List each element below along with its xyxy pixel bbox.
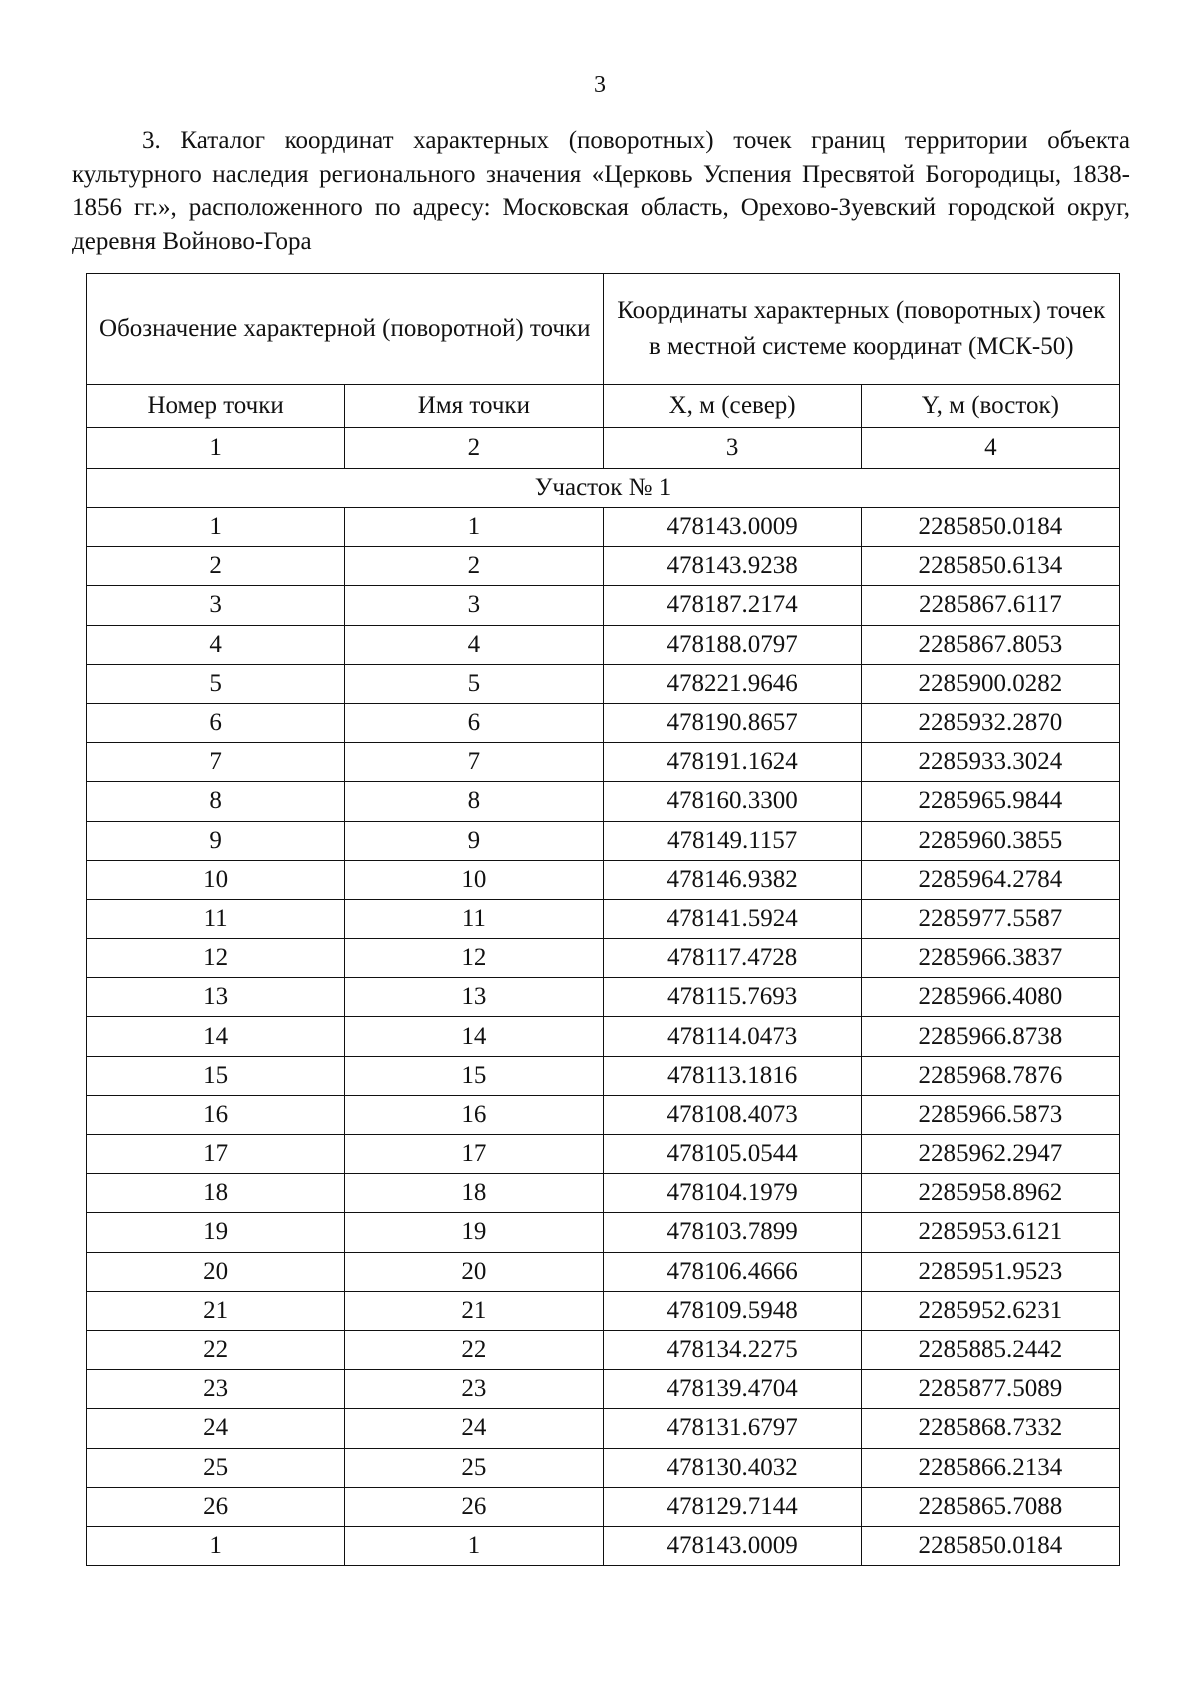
cell-x-coordinate: 478134.2275 xyxy=(603,1330,861,1369)
cell-point-name: 12 xyxy=(345,939,603,978)
table-row xyxy=(87,1213,1120,1252)
cell-x-coordinate: 478221.9646 xyxy=(603,664,861,703)
cell-x-coordinate: 478103.7899 xyxy=(603,1213,861,1252)
table-row xyxy=(87,586,1120,625)
cell-y-coordinate: 2285965.9844 xyxy=(861,782,1119,821)
cell-point-number: 22 xyxy=(87,1330,345,1369)
cell-point-number: 20 xyxy=(87,1252,345,1291)
cell-x-coordinate: 478141.5924 xyxy=(603,899,861,938)
cell-point-name: 9 xyxy=(345,821,603,860)
cell-point-name: 5 xyxy=(345,664,603,703)
cell-x-coordinate: 478143.0009 xyxy=(603,1526,861,1565)
cell-x-coordinate: 478160.3300 xyxy=(603,782,861,821)
cell-point-number: 7 xyxy=(87,743,345,782)
cell-x-coordinate: 478131.6797 xyxy=(603,1409,861,1448)
cell-point-number: 5 xyxy=(87,664,345,703)
cell-x-coordinate: 478129.7144 xyxy=(603,1487,861,1526)
table-row xyxy=(87,1291,1120,1330)
cell-y-coordinate: 2285966.4080 xyxy=(861,978,1119,1017)
cell-x-coordinate: 478149.1157 xyxy=(603,821,861,860)
cell-point-name: 6 xyxy=(345,703,603,742)
table-row xyxy=(87,821,1120,860)
cell-point-name: 13 xyxy=(345,978,603,1017)
cell-point-number: 3 xyxy=(87,586,345,625)
cell-point-name: 15 xyxy=(345,1056,603,1095)
column-number: 2 xyxy=(345,428,603,469)
cell-x-coordinate: 478146.9382 xyxy=(603,860,861,899)
cell-x-coordinate: 478117.4728 xyxy=(603,939,861,978)
cell-point-number: 4 xyxy=(87,625,345,664)
cell-point-name: 20 xyxy=(345,1252,603,1291)
cell-point-number: 11 xyxy=(87,899,345,938)
cell-point-name: 2 xyxy=(345,547,603,586)
cell-y-coordinate: 2285900.0282 xyxy=(861,664,1119,703)
table-row xyxy=(87,625,1120,664)
table-row xyxy=(87,703,1120,742)
cell-point-number: 13 xyxy=(87,978,345,1017)
cell-y-coordinate: 2285951.9523 xyxy=(861,1252,1119,1291)
cell-y-coordinate: 2285962.2947 xyxy=(861,1135,1119,1174)
cell-point-name: 24 xyxy=(345,1409,603,1448)
cell-point-number: 9 xyxy=(87,821,345,860)
catalog-table-body xyxy=(87,274,1120,1566)
cell-point-name: 4 xyxy=(345,625,603,664)
table-row xyxy=(87,1330,1120,1369)
cell-point-name: 1 xyxy=(345,508,603,547)
column-number: 4 xyxy=(861,428,1119,469)
table-row xyxy=(87,1252,1120,1291)
cell-x-coordinate: 478143.9238 xyxy=(603,547,861,586)
cell-point-number: 1 xyxy=(87,1526,345,1565)
cell-y-coordinate: 2285966.3837 xyxy=(861,939,1119,978)
cell-y-coordinate: 2285958.8962 xyxy=(861,1174,1119,1213)
cell-y-coordinate: 2285866.2134 xyxy=(861,1448,1119,1487)
cell-y-coordinate: 2285885.2442 xyxy=(861,1330,1119,1369)
table-row xyxy=(87,860,1120,899)
cell-point-name: 16 xyxy=(345,1095,603,1134)
cell-point-name: 18 xyxy=(345,1174,603,1213)
table-header-main-row xyxy=(87,274,1120,385)
cell-x-coordinate: 478104.1979 xyxy=(603,1174,861,1213)
cell-y-coordinate: 2285964.2784 xyxy=(861,860,1119,899)
table-row xyxy=(87,1135,1120,1174)
column-number: 3 xyxy=(603,428,861,469)
cell-x-coordinate: 478139.4704 xyxy=(603,1370,861,1409)
cell-point-name: 17 xyxy=(345,1135,603,1174)
table-row xyxy=(87,1017,1120,1056)
cell-point-number: 10 xyxy=(87,860,345,899)
cell-point-number: 26 xyxy=(87,1487,345,1526)
cell-y-coordinate: 2285850.0184 xyxy=(861,508,1119,547)
cell-x-coordinate: 478114.0473 xyxy=(603,1017,861,1056)
section-row xyxy=(87,469,1120,508)
table-row xyxy=(87,1370,1120,1409)
cell-point-number: 24 xyxy=(87,1409,345,1448)
table-row xyxy=(87,1409,1120,1448)
cell-x-coordinate: 478191.1624 xyxy=(603,743,861,782)
cell-point-number: 1 xyxy=(87,508,345,547)
table-row xyxy=(87,899,1120,938)
cell-y-coordinate: 2285960.3855 xyxy=(861,821,1119,860)
table-row xyxy=(87,939,1120,978)
cell-point-name: 3 xyxy=(345,586,603,625)
cell-x-coordinate: 478188.0797 xyxy=(603,625,861,664)
header-coordinates-system: Координаты характерных (поворотных) точек в местной системе координат (МСК-50) xyxy=(603,274,1120,385)
table-row xyxy=(87,782,1120,821)
table-row xyxy=(87,1174,1120,1213)
cell-point-name: 26 xyxy=(345,1487,603,1526)
cell-y-coordinate: 2285867.6117 xyxy=(861,586,1119,625)
column-header-point-number: Номер точки xyxy=(87,385,345,428)
cell-y-coordinate: 2285850.0184 xyxy=(861,1526,1119,1565)
cell-y-coordinate: 2285952.6231 xyxy=(861,1291,1119,1330)
cell-y-coordinate: 2285966.8738 xyxy=(861,1017,1119,1056)
cell-point-name: 11 xyxy=(345,899,603,938)
cell-point-name: 10 xyxy=(345,860,603,899)
cell-point-name: 22 xyxy=(345,1330,603,1369)
cell-y-coordinate: 2285867.8053 xyxy=(861,625,1119,664)
cell-point-number: 15 xyxy=(87,1056,345,1095)
column-header-y-east: Y, м (восток) xyxy=(861,385,1119,428)
cell-x-coordinate: 478187.2174 xyxy=(603,586,861,625)
cell-point-name: 25 xyxy=(345,1448,603,1487)
cell-point-number: 12 xyxy=(87,939,345,978)
cell-x-coordinate: 478143.0009 xyxy=(603,508,861,547)
table-row xyxy=(87,1056,1120,1095)
cell-point-name: 14 xyxy=(345,1017,603,1056)
coordinates-catalog-table xyxy=(86,273,1120,1566)
table-row xyxy=(87,1487,1120,1526)
header-point-designation: Обозначение характерной (поворотной) точки xyxy=(87,274,604,385)
cell-point-name: 1 xyxy=(345,1526,603,1565)
cell-y-coordinate: 2285865.7088 xyxy=(861,1487,1119,1526)
cell-x-coordinate: 478130.4032 xyxy=(603,1448,861,1487)
cell-y-coordinate: 2285933.3024 xyxy=(861,743,1119,782)
column-header-x-north: X, м (север) xyxy=(603,385,861,428)
column-number: 1 xyxy=(87,428,345,469)
cell-y-coordinate: 2285968.7876 xyxy=(861,1056,1119,1095)
cell-x-coordinate: 478106.4666 xyxy=(603,1252,861,1291)
cell-x-coordinate: 478109.5948 xyxy=(603,1291,861,1330)
table-row xyxy=(87,743,1120,782)
table-row xyxy=(87,1526,1120,1565)
cell-x-coordinate: 478113.1816 xyxy=(603,1056,861,1095)
cell-y-coordinate: 2285966.5873 xyxy=(861,1095,1119,1134)
cell-point-number: 6 xyxy=(87,703,345,742)
cell-point-number: 8 xyxy=(87,782,345,821)
cell-point-number: 14 xyxy=(87,1017,345,1056)
cell-point-number: 2 xyxy=(87,547,345,586)
cell-y-coordinate: 2285932.2870 xyxy=(861,703,1119,742)
cell-point-number: 17 xyxy=(87,1135,345,1174)
cell-point-number: 18 xyxy=(87,1174,345,1213)
cell-x-coordinate: 478105.0544 xyxy=(603,1135,861,1174)
table-row xyxy=(87,547,1120,586)
cell-point-number: 23 xyxy=(87,1370,345,1409)
page-number: 3 xyxy=(594,72,606,98)
table-row xyxy=(87,1095,1120,1134)
table-row xyxy=(87,1448,1120,1487)
catalog-heading: 3. Каталог координат характерных (поворотных) точек границ территории объекта культурного наследия регионального значения «Церковь Успения Пресвятой Богородицы, 1838-1856 гг.», расположенного по адресу: Московская область, Орехово-Зуевский городской округ, деревня Войново-Гора xyxy=(72,127,1130,255)
table-row xyxy=(87,978,1120,1017)
cell-point-name: 8 xyxy=(345,782,603,821)
cell-y-coordinate: 2285977.5587 xyxy=(861,899,1119,938)
cell-x-coordinate: 478190.8657 xyxy=(603,703,861,742)
section-label: Участок № 1 xyxy=(87,469,1120,508)
column-header-point-name: Имя точки xyxy=(345,385,603,428)
cell-y-coordinate: 2285868.7332 xyxy=(861,1409,1119,1448)
cell-point-name: 7 xyxy=(345,743,603,782)
table-row xyxy=(87,508,1120,547)
cell-x-coordinate: 478108.4073 xyxy=(603,1095,861,1134)
cell-point-name: 23 xyxy=(345,1370,603,1409)
cell-point-name: 19 xyxy=(345,1213,603,1252)
table-row xyxy=(87,664,1120,703)
cell-point-number: 16 xyxy=(87,1095,345,1134)
cell-x-coordinate: 478115.7693 xyxy=(603,978,861,1017)
cell-y-coordinate: 2285953.6121 xyxy=(861,1213,1119,1252)
cell-point-number: 25 xyxy=(87,1448,345,1487)
cell-point-number: 19 xyxy=(87,1213,345,1252)
cell-y-coordinate: 2285877.5089 xyxy=(861,1370,1119,1409)
table-header-columns-row xyxy=(87,385,1120,428)
cell-point-number: 21 xyxy=(87,1291,345,1330)
table-column-numbers-row xyxy=(87,428,1120,469)
cell-point-name: 21 xyxy=(345,1291,603,1330)
cell-y-coordinate: 2285850.6134 xyxy=(861,547,1119,586)
